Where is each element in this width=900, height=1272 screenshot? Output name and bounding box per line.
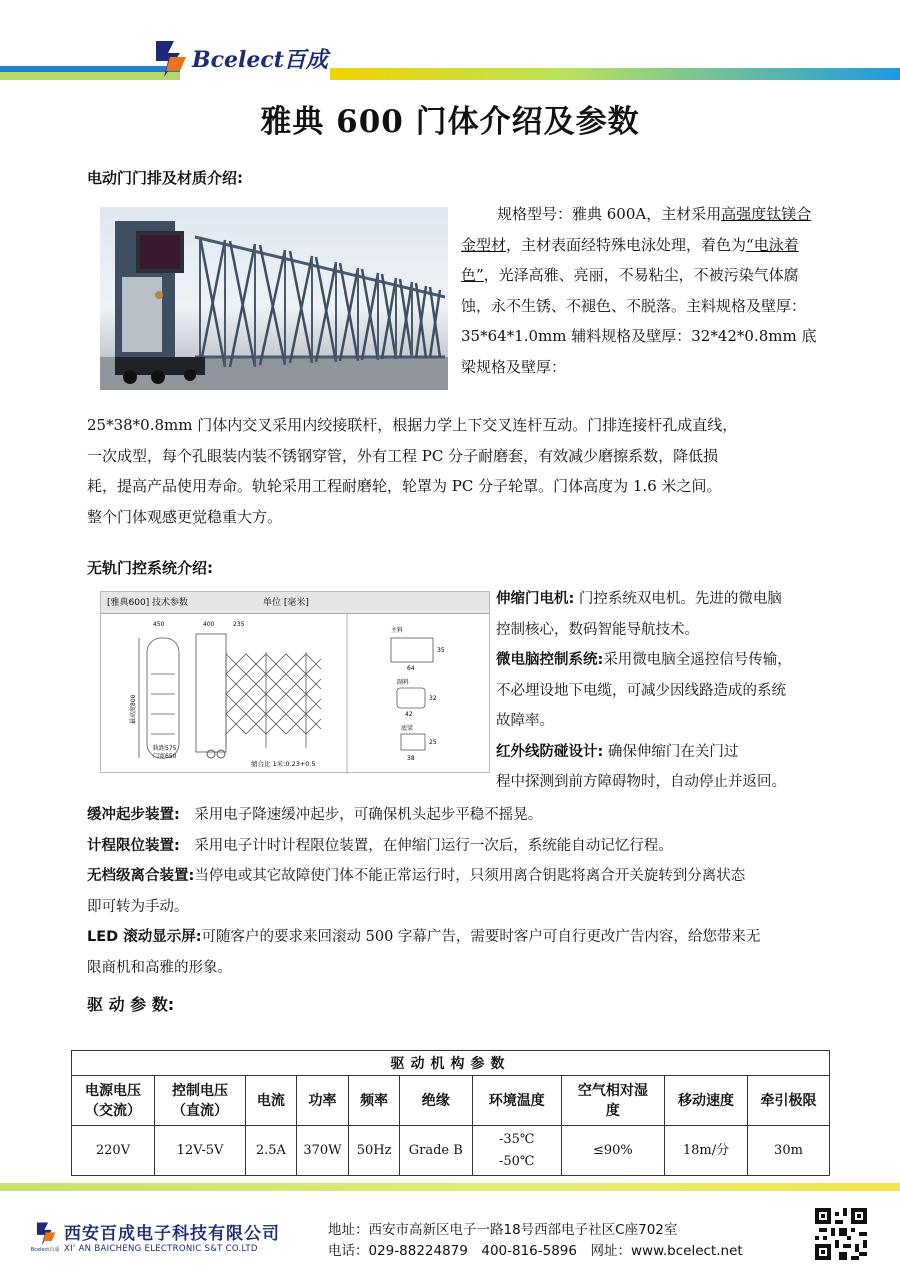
table-caption: 驱动机构参数 xyxy=(72,1051,830,1076)
table-cell: 30m xyxy=(747,1126,829,1176)
material-intro-paragraph: 规格型号：雅典 600A，主材采用高强度钛镁合金型材，主材表面经特殊电泳处理，着色为“电泳着色”，光泽高雅、亮丽，不易粘尘，不被污染气体腐蚀，永不生锈、不褪色、不脱落。主料规格及壁厚：35*64*1.0mm 辅料规格及壁厚：32*42*0.8mm 底梁规格及壁厚： xyxy=(461,205,817,376)
feature-line: 缓冲起步装置: 采用电子降速缓冲起步，可确保机头起步平稳不摇晃。 xyxy=(87,807,543,823)
diagram-bottom-label: 门宽650 xyxy=(153,753,177,760)
diagram-height-label: 最高度800 xyxy=(130,694,137,724)
footer-contact xyxy=(328,1220,743,1262)
feature-line: 即可转为手动。 xyxy=(87,898,189,915)
table-row xyxy=(72,1126,830,1176)
profile-dim: 42 xyxy=(405,711,413,718)
header-logo xyxy=(150,36,328,80)
profile-label: 主料 xyxy=(391,627,404,634)
feature-line: LED 滚动显示屏:可随客户的要求来回滚动 500 字幕广告，需要时客户可自行更改广告内容，给您带来无 xyxy=(87,929,761,945)
footer-stripe xyxy=(0,1183,900,1191)
brand-logo-icon xyxy=(33,1220,57,1246)
profile-dim: 25 xyxy=(429,739,437,746)
company-name-cn: 西安百成电子科技有限公司 xyxy=(64,1224,280,1244)
table-header: 环境温度 xyxy=(472,1076,561,1126)
profile-dim: 64 xyxy=(407,665,415,672)
table-header: 电源电压 （交流） xyxy=(72,1076,155,1126)
coating-highlight: “电泳着色” xyxy=(461,235,799,284)
table-cell: 370W xyxy=(296,1126,349,1176)
feature-line: 伸缩门电机: 门控系统双电机。先进的微电脑 xyxy=(496,591,782,607)
table-cell: 12V-5V xyxy=(154,1126,245,1176)
profile-dim: 38 xyxy=(407,755,415,762)
footer-phone: 电话：029-88224879 400-816-5896 网址：www.bcelect.net xyxy=(328,1243,743,1259)
diagram-bottom-label: 轨距575 xyxy=(153,745,177,752)
table-header: 频率 xyxy=(349,1076,400,1126)
gate-photo xyxy=(100,207,448,390)
drive-spec-table xyxy=(71,1050,830,1176)
qr-code-icon xyxy=(815,1208,867,1260)
device-features-list xyxy=(87,800,847,983)
feature-line: 微电脑控制系统:采用微电脑全遥控信号传输， xyxy=(496,652,792,668)
section-heading-control: 无轨门控系统介绍: xyxy=(87,559,213,577)
footer-brand-small: Bcelect百成 xyxy=(30,1247,60,1253)
detail-line: 一次成型，每个孔眼装内装不锈钢穿管，外有工程 PC 分子耐磨套，有效减少磨擦系数，降低损 xyxy=(87,446,719,465)
table-cell: 2.5A xyxy=(246,1126,297,1176)
footer-logo xyxy=(30,1219,280,1254)
dim-label: 235 xyxy=(233,621,245,628)
feature-line: 不必埋设地下电缆，可减少因线路造成的系统 xyxy=(496,682,786,699)
profile-dim: 32 xyxy=(429,695,437,702)
header-stripe xyxy=(0,66,900,84)
table-cell: -35℃ -50℃ xyxy=(472,1126,561,1176)
technical-diagram xyxy=(100,591,490,773)
detail-line: 25*38*0.8mm 门体内交叉采用内绞接联杆，根据力学上下交叉连杆互动。门排连接杆孔成直线， xyxy=(87,416,738,434)
profile-label: 副料 xyxy=(397,679,410,686)
material-detail-paragraph xyxy=(87,410,847,532)
section-heading-drive: 驱 动 参 数: xyxy=(87,995,175,1014)
brand-logo-icon xyxy=(150,37,188,79)
feature-line: 控制核心，数码智能导航技术。 xyxy=(496,621,699,638)
table-header: 牵引极限 xyxy=(747,1076,829,1126)
table-cell: ≤90% xyxy=(561,1126,664,1176)
table-header: 功率 xyxy=(296,1076,349,1126)
diagram-header-right: 单位 [毫米] xyxy=(263,598,309,608)
table-header-row xyxy=(72,1076,830,1126)
profile-label: 底梁 xyxy=(401,725,414,732)
table-header: 控制电压 （直流） xyxy=(154,1076,245,1126)
feature-line: 无档级离合装置:当停电或其它故障使门体不能正常运行时，只须用离合钥匙将离合开关旋转到分离状态 xyxy=(87,868,746,884)
feature-line: 计程限位装置: 采用电子计时计程限位装置，在伸缩门运行一次后，系统能自动记忆行程。 xyxy=(87,837,673,854)
diagram-ratio-label: 缩合比 1米:0.23+0.5 xyxy=(251,760,316,768)
table-cell: 220V xyxy=(72,1126,155,1176)
dim-label: 450 xyxy=(153,621,165,628)
table-cell: 18m/分 xyxy=(664,1126,747,1176)
detail-line: 耗，提高产品使用寿命。轨轮采用工程耐磨轮，轮罩为 PC 分子轮罩。门体高度为 1.6 米之间。 xyxy=(87,477,722,495)
table-header: 空气相对湿 度 xyxy=(561,1076,664,1126)
page-title: 雅典 600 门体介绍及参数 xyxy=(260,104,640,140)
company-name-en: XI' AN BAICHENG ELECTRONIC S&T CO.LTD xyxy=(64,1244,258,1254)
detail-line: 整个门体观感更觉稳重大方。 xyxy=(87,507,283,526)
feature-line: 故障率。 xyxy=(496,713,554,729)
diagram-header-left: [雅典600] 技术参数 xyxy=(107,598,189,608)
table-header: 移动速度 xyxy=(664,1076,747,1126)
section-heading-material: 电动门门排及材质介绍: xyxy=(87,169,243,187)
feature-line: 程中探测到前方障碍物时，自动停止并返回。 xyxy=(496,774,786,790)
table-header: 绝缘 xyxy=(399,1076,472,1126)
table-cell: Grade B xyxy=(399,1126,472,1176)
footer-address: 地址：西安市高新区电子一路18号西部电子社区C座702室 xyxy=(328,1222,678,1238)
material-highlight: 高强度钛镁合金型材 xyxy=(461,205,812,254)
feature-line: 红外线防碰设计: 确保伸缩门在关门过 xyxy=(496,743,739,760)
feature-line: 限商机和高雅的形象。 xyxy=(87,959,232,976)
dim-label: 400 xyxy=(203,621,215,628)
brand-name: Bcelect百成 xyxy=(192,46,328,73)
table-header: 电流 xyxy=(246,1076,297,1126)
table-cell: 50Hz xyxy=(349,1126,400,1176)
profile-dim: 35 xyxy=(437,647,445,654)
control-features-list xyxy=(496,584,826,798)
